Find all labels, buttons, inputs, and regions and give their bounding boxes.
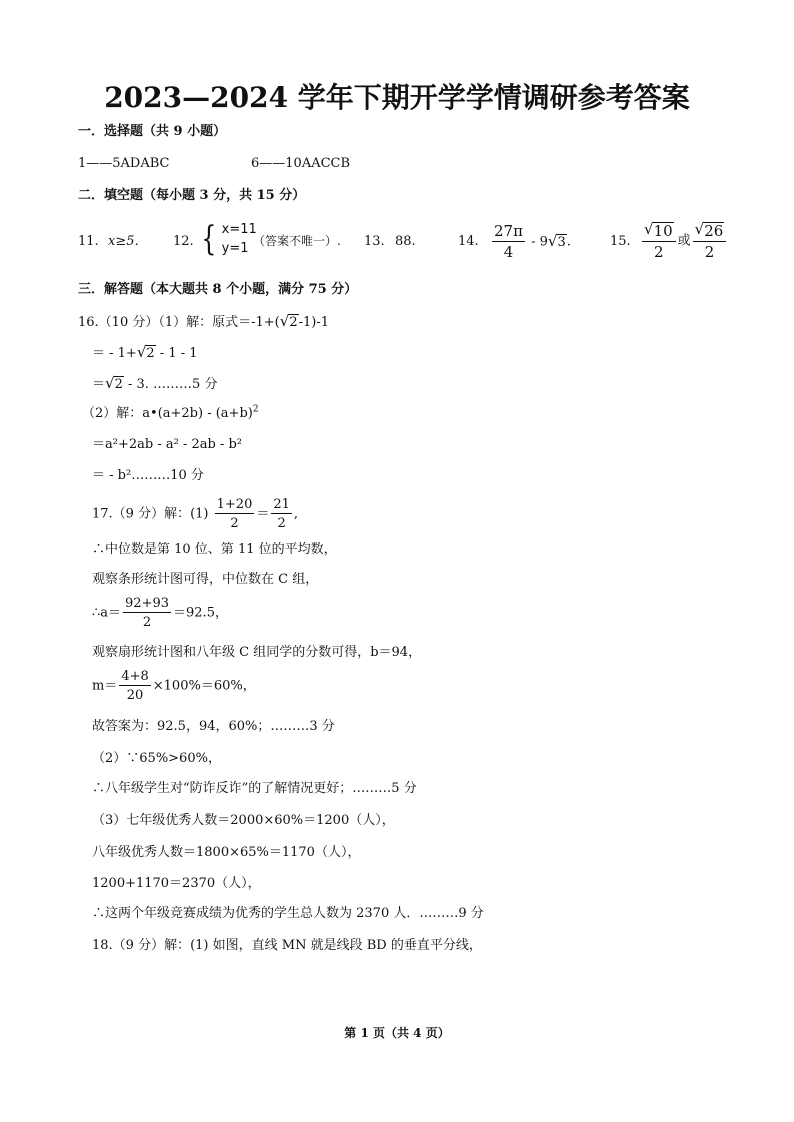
q17-l1-frac1-num: 1+20 bbox=[216, 497, 253, 512]
sqrt-icon: √ bbox=[105, 374, 115, 392]
q16-line-6: ＝ - b²………10 分 bbox=[92, 468, 204, 483]
sqrt-icon: √ bbox=[136, 343, 147, 361]
q17-line-2: ∴中位数是第 10 位、第 11 位的平均数， bbox=[92, 542, 337, 557]
q17-l4-frac-den: 2 bbox=[142, 615, 152, 630]
q17-line-11: 八年级优秀人数＝1800×65%＝1170（人）， bbox=[92, 845, 361, 860]
q11-answer: x≥5． bbox=[108, 234, 148, 249]
brace-icon: { bbox=[201, 219, 217, 259]
q14-number: 14. bbox=[458, 234, 479, 249]
page-title: 2023—2024 学年下期开学学情调研参考答案 bbox=[104, 81, 690, 114]
q14-minus: - 9 bbox=[531, 234, 548, 250]
q17-l4-pre: ∴a＝ bbox=[92, 605, 122, 621]
q16-l3-pre: ＝ bbox=[92, 377, 106, 392]
q16-l2-pre: ＝ - 1+ bbox=[92, 346, 137, 361]
q16-l4-exponent: 2 bbox=[252, 404, 259, 415]
q17-line-3: 观察条形统计图可得，中位数在 C 组， bbox=[92, 572, 319, 587]
choice-answers-6-10: 6——10AACCB bbox=[251, 156, 351, 171]
q15-or: 或 bbox=[677, 233, 691, 249]
q17-l1-frac2-den: 2 bbox=[277, 516, 286, 531]
q16-l3-post: - 3. ………5 分 bbox=[123, 377, 218, 392]
q17-l4-frac-num: 92+93 bbox=[125, 596, 170, 611]
q15-number: 15. bbox=[610, 234, 631, 249]
q15-a-denominator: 2 bbox=[654, 243, 664, 261]
q13-answer: 88. bbox=[395, 234, 416, 249]
q17-l1-frac1-den: 2 bbox=[230, 516, 239, 531]
q12-equation-system bbox=[198, 219, 257, 259]
q16-l2-post: - 1 - 1 bbox=[155, 346, 198, 361]
q15-answer bbox=[640, 222, 728, 260]
q16-line-3 bbox=[92, 376, 217, 391]
q14-denominator: 4 bbox=[503, 243, 514, 261]
q17-line-7: 故答案为：92.5，94，60%；………3 分 bbox=[92, 719, 335, 734]
q18-line-1: 18.（9 分）解：(1) 如图，直线 MN 就是线段 BD 的垂直平分线， bbox=[92, 938, 482, 953]
q17-l6-frac-num: 4+8 bbox=[121, 669, 149, 684]
q16-line-2 bbox=[92, 345, 198, 360]
q17-line-9: ∴八年级学生对“防诈反诈”的了解情况更好；………5 分 bbox=[92, 781, 417, 796]
q12-note: （答案不唯一）. bbox=[253, 234, 341, 248]
q13-number: 13. bbox=[364, 234, 385, 249]
choice-answers-1-5: 1——5ADABC bbox=[78, 156, 170, 171]
q14-answer bbox=[490, 224, 571, 260]
q17-l1-end: , bbox=[293, 506, 299, 522]
q14-radicand: 3 bbox=[557, 234, 566, 250]
q16-l3-radicand: 2 bbox=[114, 377, 123, 392]
sqrt-icon: √ bbox=[279, 312, 290, 330]
q16-line-5: ＝a²+2ab - a² - 2ab - b² bbox=[92, 437, 243, 452]
q12-row-1: x=11 bbox=[221, 222, 257, 237]
q17-l1-eq: ＝ bbox=[256, 506, 270, 522]
q17-line-8: （2）∵65%>60%， bbox=[92, 751, 221, 766]
q12-row-2: y=1 bbox=[221, 241, 249, 256]
section-2-heading: 二．填空题（每小题 3 分，共 15 分） bbox=[78, 188, 306, 203]
q17-line-10: （3）七年级优秀人数＝2000×60%＝1200（人）， bbox=[92, 813, 395, 828]
q14-numerator: 27π bbox=[494, 222, 523, 240]
section-1-heading: 一．选择题（共 9 小题） bbox=[78, 124, 227, 139]
q17-l1-frac2-num: 21 bbox=[273, 497, 290, 512]
q15-b-denominator: 2 bbox=[704, 243, 715, 261]
sqrt-icon: √ bbox=[644, 220, 654, 238]
q15-a-radicand: 10 bbox=[653, 222, 673, 240]
q17-l6-post: ×100%＝60%， bbox=[152, 678, 256, 694]
section-3-heading: 三．解答题（本大题共 8 个小题，满分 75 分） bbox=[78, 282, 358, 297]
sqrt-icon: √ bbox=[694, 220, 705, 238]
q16-line-1 bbox=[78, 314, 329, 329]
q17-line-13: ∴这两个年级竞赛成绩为优秀的学生总人数为 2370 人．………9 分 bbox=[92, 906, 484, 921]
q16-l1-radicand: 2 bbox=[289, 315, 298, 330]
q16-line-4 bbox=[82, 404, 259, 421]
q17-line-1 bbox=[92, 498, 298, 530]
q17-line-6 bbox=[92, 670, 256, 702]
q17-l6-frac-den: 20 bbox=[126, 688, 144, 703]
q14-end: . bbox=[566, 234, 571, 250]
q16-l1-pre: 16.（10 分）（1）解：原式＝-1+( bbox=[78, 315, 280, 330]
q17-line-4 bbox=[92, 597, 228, 629]
q12-number: 12. bbox=[173, 234, 194, 249]
q16-l1-post: -1)-1 bbox=[298, 315, 329, 330]
sqrt-icon: √ bbox=[547, 231, 558, 250]
q16-l4-text: （2）解：a•(a+2b) - (a+b) bbox=[82, 406, 253, 421]
q17-l6-pre: m＝ bbox=[92, 678, 118, 694]
q17-line-12: 1200+1170＝2370（人）， bbox=[92, 876, 261, 891]
q11-number: 11. bbox=[78, 234, 99, 249]
q17-l4-post: ＝92.5， bbox=[173, 605, 228, 621]
page-footer: 第 1 页（共 4 页） bbox=[344, 1026, 450, 1040]
q15-b-radicand: 26 bbox=[704, 222, 724, 240]
q17-l1-pre: 17.（9 分）解：(1) bbox=[92, 506, 209, 522]
q17-line-5: 观察扇形统计图和八年级 C 组同学的分数可得，b＝94， bbox=[92, 645, 422, 660]
q16-l2-radicand: 2 bbox=[146, 346, 155, 361]
